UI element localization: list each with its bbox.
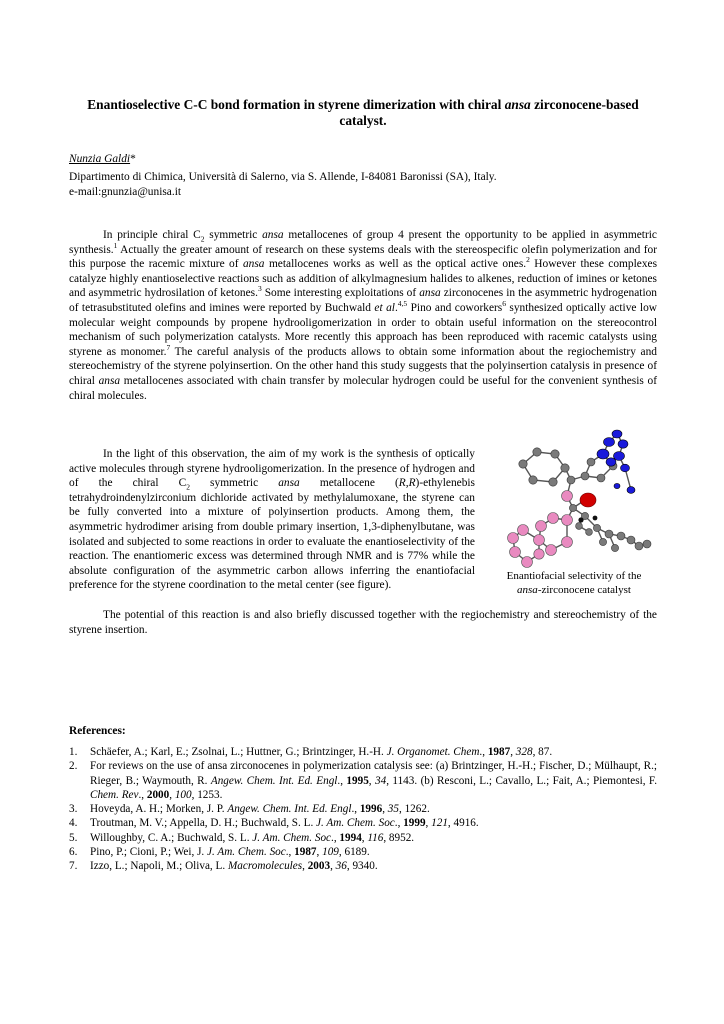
title-text: Enantioselective C-C bond formation in styrene dimerization with chiral bbox=[87, 97, 505, 112]
title-ansa: ansa bbox=[504, 97, 531, 112]
zirconium-atom bbox=[580, 493, 596, 507]
author-line bbox=[69, 152, 136, 166]
reference-item: 6. Pino, P.; Cioni, P.; Wei, J. J. Am. Chem. Soc., 1987, 109, 6189. bbox=[69, 846, 370, 859]
reference-item: 3. Hoveyda, A. H.; Morken, J. P. Angew. Chem. Int. Ed. Engl., 1996, 35, 1262. bbox=[69, 803, 430, 816]
pink-atoms bbox=[508, 491, 573, 568]
author-name: Nunzia Galdi bbox=[69, 153, 131, 165]
reference-item: 1. Schäefer, A.; Karl, E.; Zsolnai, L.; Huttner, G.; Brintzinger, H.-H. J. Organomet. Chem., 1987, 328, 87. bbox=[69, 746, 553, 758]
reference-item: 2. For reviews on the use of ansa zirconocenes in polymerization catalysis see: (a) Brintzinger, H.-H.; Fischer, D.; Mülhaupt, R.; Rieger, B.; Waymouth, R. Angew. Chem. Int. Ed. Engl., 1995, 34, 1143. (b) Resconi, L.; Cavallo, L.; Fait, A.; Piemontesi, F. Chem. Rev., 2000, 100, 1253. bbox=[69, 760, 658, 801]
reference-item: 4. Troutman, M. V.; Appella, D. H.; Buchwald, S. L. J. Am. Chem. Soc., 1999, 121, 4916. bbox=[69, 817, 479, 830]
affiliation-email: e-mail:gnunzia@unisa.it bbox=[69, 185, 182, 198]
caption-line-1: Enantiofacial selectivity of the bbox=[506, 570, 642, 582]
affiliation-address: Dipartimento di Chimica, Università di Salerno, via S. Allende, I-84081 Baronissi (SA), Italy. bbox=[69, 171, 497, 183]
paragraph-intro: In principle chiral $C_2$ symmetric ansa metallocenes of group 4 present the opportunity to be applied in asymmetric synthesis.$^1$ Actually the greater amount of research on these systems deals with the stereospecific olefin polymerization and for this purpose the racemic mixture of ansa metallocenes works as well as the optical active ones.$^2$ However these complexes catalyze highly enantioselective reactions such as addition of alkylmagnesium halides to alkenes, reduction of imines or ketones and asymmetric hydrosilation of ketones.$^3$ Some interesting exploitations of ansa zirconocenes in the asymmetric hydrogenation of tetrasubstituted olefins and imines were reported by Buchwald et al.$^{4,5}$ Pino and coworkers$^6$ synthesized optically active low molecular weight compounds by propene hydrooligomerization in order to obtain useful information on the stereocontrol mechanism of such polymerization catalysts. More recently this approach has been reproduced with racemic catalysts using styrene as monomer.$^7$ The careful analysis of the products allows to obtain some information about the regiochemistry and stereochemistry of the styrene polyinsertion. On the other hand this study suggests that the polyinsertion catalysis in presence of chiral ansa metallocenes associated with chain transfer by molecular hydrogen could be useful for the convenient synthesis of chiral molecules. bbox=[69, 229, 658, 402]
figure-caption bbox=[485, 569, 663, 597]
reference-item: 7. Izzo, L.; Napoli, M.; Oliva, L. Macromolecules, 2003, 36, 9340. bbox=[69, 860, 378, 873]
paragraph-aim: In the light of this observation, the aim of my work is the synthesis of optically active molecules through styrene hydrooligomerization. In the presence of hydrogen and of the chiral $C_2$ symmetric ansa metallocene (R,R)-ethylenebis tetrahydroindenylzirconium dichloride activated by methylalumoxane, the styrene can be fully converted into a mixture of polyinsertion products. Among them, the asymmetric hydrodimer arising from double primary insertion, 1,3-diphenylbutane, was isolated and subjected to some reactions in order to evaluate the enantioselectivity of the reaction. The enantiomeric excess was determined through NMR and is 77% while the absolute configuration of the asymmetric carbon allows inferring the enantiofacial preference for the styrene coordination to the metal center (see figure). bbox=[69, 448, 475, 592]
affiliation bbox=[69, 170, 657, 199]
title-text-end: zirconocene-based catalyst. bbox=[339, 97, 639, 128]
references-list bbox=[69, 745, 657, 874]
small-atom-2 bbox=[593, 516, 598, 521]
author-mark: * bbox=[130, 153, 136, 165]
small-atom bbox=[578, 517, 583, 522]
paper-title bbox=[69, 97, 657, 129]
paragraph-potential: The potential of this reaction is and also briefly discussed together with the regiochemistry and stereochemistry of the styrene insertion. bbox=[69, 609, 657, 636]
reference-item: 5. Willoughby, C. A.; Buchwald, S. L. J. Am. Chem. Soc., 1994, 116, 8952. bbox=[69, 831, 415, 844]
references-heading: References: bbox=[69, 725, 126, 737]
caption-line-2: ansa-zirconocene catalyst bbox=[517, 584, 631, 596]
